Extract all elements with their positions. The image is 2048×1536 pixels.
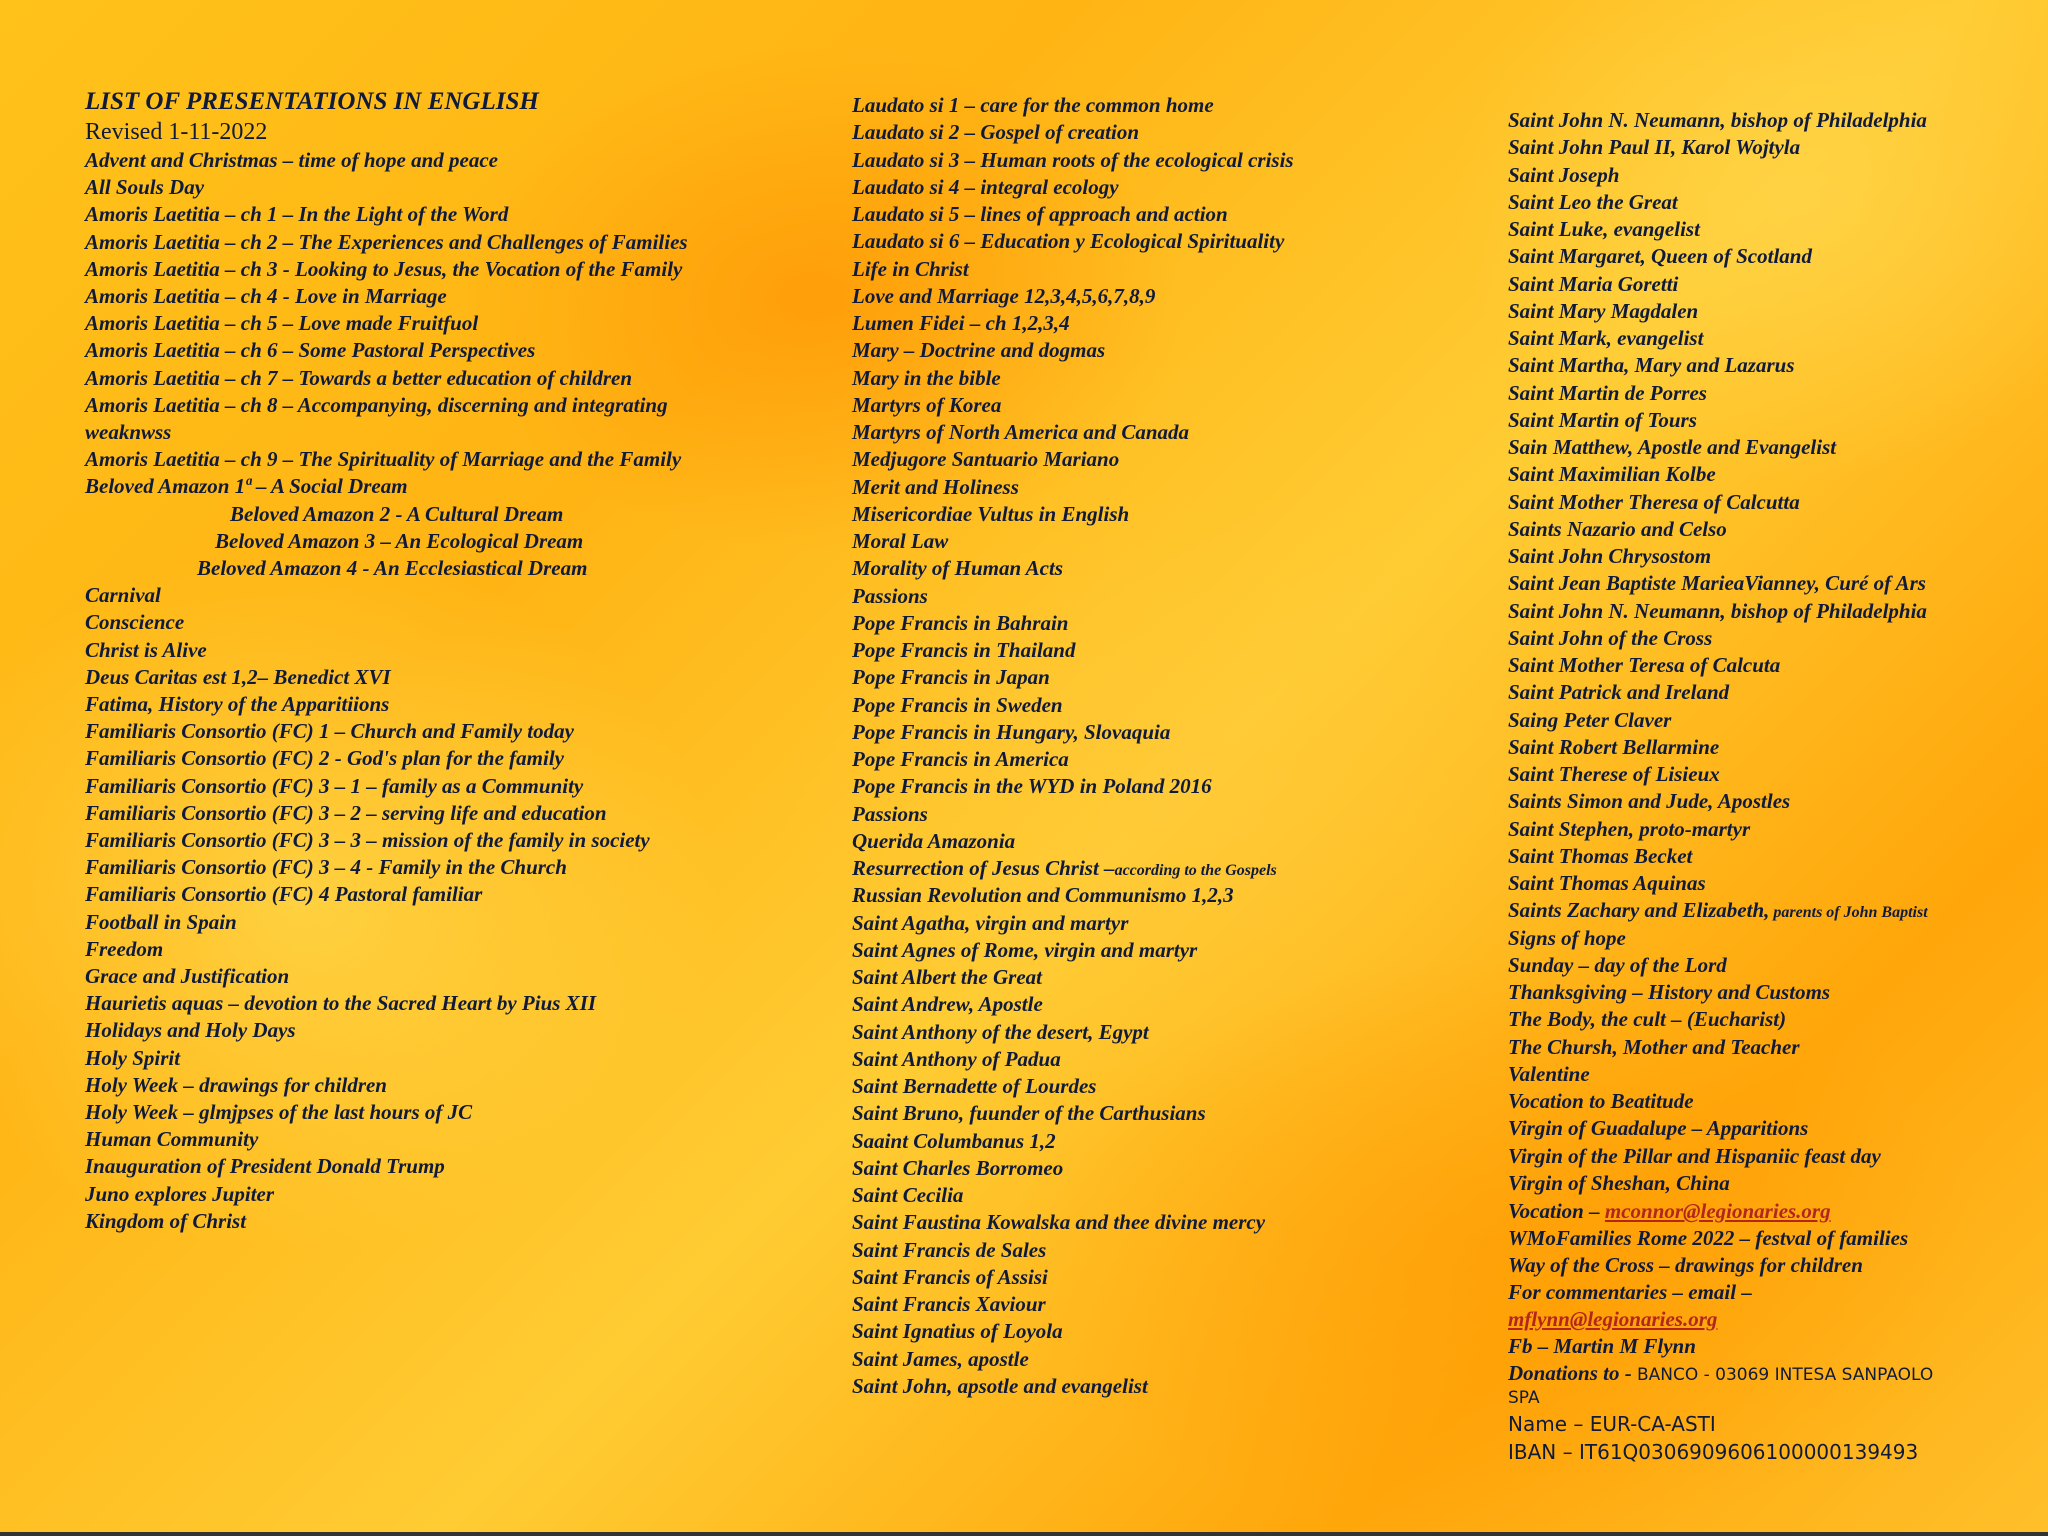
- list-item: [1508, 870, 1706, 897]
- list-item: [85, 582, 161, 609]
- list-item: [852, 1291, 1046, 1318]
- list-item: [215, 528, 583, 555]
- list-item-text: Virgin of Guadalupe – Apparitions: [1508, 1116, 1809, 1141]
- list-item: [852, 1373, 1148, 1400]
- list-item: [85, 310, 478, 337]
- list-item: [1508, 461, 1716, 488]
- list-item-text: Saint Martin de Porres: [1508, 380, 1707, 405]
- list-item: [852, 910, 1128, 937]
- list-item: [852, 828, 1015, 855]
- list-item-text: Laudato si 5 – lines of approach and action: [852, 202, 1228, 226]
- list-item: [1508, 707, 1671, 734]
- list-item-text: Football in Spain: [85, 909, 237, 934]
- list-item: [1508, 1143, 1881, 1170]
- list-item: [852, 692, 1063, 719]
- list-item-text: Saints Zachary and Elizabeth,: [1508, 898, 1770, 923]
- list-item: [85, 827, 650, 854]
- list-item: [1508, 598, 1927, 625]
- list-item: [852, 256, 969, 283]
- list-item: [85, 664, 391, 691]
- list-item-text: Pope Francis in Hungary, Slovaquia: [852, 719, 1171, 744]
- list-item: [85, 1045, 180, 1072]
- list-item-text: Saint Joseph: [1508, 162, 1620, 187]
- list-item: [85, 1072, 387, 1099]
- list-item-text: Saint Margaret, Queen of Scotland: [1508, 244, 1812, 269]
- list-item-text: Saint Thomas Becket: [1508, 843, 1693, 868]
- list-item-text: Resurrection of Jesus Christ –: [852, 856, 1115, 880]
- list-item-text: Passions: [852, 583, 928, 608]
- donations-line: [1508, 1360, 1933, 1389]
- list-item: [1508, 1088, 1694, 1115]
- list-item-text: Love and Marriage 12,3,4,5,6,7,8,9: [852, 283, 1156, 308]
- list-item: [85, 909, 237, 936]
- list-item-text: Amoris Laetitia – ch 8 – Accompanying, discerning and integrating: [85, 392, 668, 417]
- list-item-text: Saint Stephen, proto-martyr: [1508, 816, 1751, 841]
- list-item: [1508, 434, 1836, 461]
- list-item-text: Saint Martha, Mary and Lazarus: [1508, 353, 1795, 378]
- list-item-text: Human Community: [85, 1127, 259, 1152]
- list-item-text: The Chursh, Mother and Teacher: [1508, 1034, 1800, 1059]
- list-item-text: Saint Bruno, fuunder of the Carthusians: [852, 1101, 1206, 1126]
- list-item: [1508, 407, 1697, 434]
- list-item-text: Pope Francis in Thailand: [852, 638, 1076, 662]
- donations-bank-cont: SPA: [1508, 1388, 1540, 1408]
- list-item-text: Saint Bernadette of Lourdes: [852, 1074, 1097, 1098]
- list-item: [852, 201, 1228, 228]
- list-item-text: Sunday – day of the Lord: [1508, 952, 1727, 977]
- list-item: [1508, 134, 1800, 161]
- revised-date: Revised 1-11-2022: [85, 119, 268, 145]
- resurrection-suffix: according to the Gospels: [1114, 862, 1277, 879]
- list-item: [1508, 897, 1928, 926]
- list-item-text: Amoris Laetitia – ch 9 – The Spirituality of Marriage and the Family: [85, 447, 682, 472]
- list-item-text: Freedom: [85, 936, 164, 961]
- list-item-text: Saing Peter Claver: [1508, 707, 1672, 732]
- list-item-text: Saint Mother Teresa of Calcuta: [1508, 653, 1781, 677]
- list-item-text: The Body, the cult – (Eucharist): [1508, 1007, 1787, 1032]
- list-item: [852, 719, 1170, 746]
- list-item-text: Amoris Laetitia – ch 1 – In the Light of the Word: [85, 202, 509, 227]
- list-item-text: Martyrs of North America and Canada: [852, 420, 1190, 444]
- vocation-email-link[interactable]: mconnor@legionaries.org: [1604, 1199, 1831, 1223]
- list-item: [852, 1318, 1063, 1345]
- list-item-text: Saint Francis Xaviour: [852, 1292, 1046, 1316]
- list-item-text: Pope Francis in Sweden: [852, 692, 1063, 717]
- list-item: [1508, 952, 1727, 979]
- list-item-text: Saint Jean Baptiste MarieaVianney, Curé of Ars: [1508, 571, 1926, 596]
- list-item-text: Holidays and Holy Days: [85, 1018, 296, 1043]
- list-item-text: Moral Law: [852, 529, 949, 553]
- list-item-text: weaknwss: [85, 420, 172, 444]
- list-item-text: Virgin of Sheshan, China: [1508, 1170, 1730, 1195]
- list-item-text: Saint John N. Neumann, bishop of Philadelphia: [1508, 598, 1927, 623]
- donations-bank: BANCO - 03069 INTESA SANPAOLO: [1636, 1365, 1934, 1385]
- fb-line: Fb – Martin M Flynn: [1508, 1334, 1696, 1358]
- list-item: [852, 937, 1197, 964]
- list-item: [1508, 162, 1619, 189]
- list-item: [1508, 107, 1927, 134]
- list-item-text: Mary – Doctrine and dogmas: [852, 338, 1106, 363]
- list-item-text: Merit and Holiness: [852, 474, 1019, 499]
- list-item-text: Life in Christ: [852, 256, 969, 281]
- list-item: [1508, 189, 1678, 216]
- list-item: [852, 446, 1119, 473]
- list-item-text: Pope Francis in Japan: [852, 665, 1050, 690]
- list-item: [1508, 243, 1812, 270]
- list-item-text: Saint Patrick and Ireland: [1508, 680, 1730, 705]
- list-item: [85, 419, 171, 446]
- list-item: [852, 1100, 1206, 1127]
- list-item-text: Amoris Laetitia – ch 6 – Some Pastoral Perspectives: [85, 338, 536, 363]
- commentaries-email-link[interactable]: mflynn@legionaries.org: [1508, 1307, 1718, 1331]
- list-item: [1508, 1006, 1786, 1033]
- list-item: [852, 92, 1214, 119]
- list-item: [1508, 570, 1926, 597]
- list-item: [852, 1237, 1046, 1264]
- list-item-text: Saint Ignatius of Loyola: [852, 1319, 1063, 1344]
- list-item-text: Laudato si 4 – integral ecology: [852, 174, 1119, 199]
- page-title: LIST OF PRESENTATIONS IN ENGLISH: [85, 88, 539, 115]
- list-item: [852, 773, 1212, 800]
- list-item-text: Fatima, History of the Apparitiions: [85, 692, 390, 716]
- list-item-text: Saint Therese of Lisieux: [1508, 762, 1720, 786]
- list-item-text: Amoris Laetitia – ch 7 – Towards a better education of children: [85, 365, 632, 390]
- list-item: [852, 392, 1001, 419]
- commentaries-line: For commentaries – email –: [1508, 1280, 1752, 1304]
- list-item-text: Vocation to Beatitude: [1508, 1089, 1694, 1113]
- list-item-text: Beloved Amazon 2 - A Cultural Dream: [230, 501, 564, 526]
- list-item: [852, 746, 1069, 773]
- list-item: [85, 473, 408, 500]
- donations-label: Donations to -: [1508, 1361, 1637, 1385]
- list-item: [1508, 979, 1830, 1006]
- list-item-text: Sain Matthew, Apostle and Evangelist: [1508, 435, 1837, 459]
- list-item: [852, 882, 1234, 909]
- list-item: [85, 147, 498, 174]
- list-item: [230, 501, 563, 528]
- list-item: [85, 201, 508, 228]
- list-item-text: Saint Francis of Assisi: [852, 1264, 1048, 1289]
- list-item: [85, 854, 567, 881]
- list-item: [852, 228, 1284, 255]
- list-item: [1508, 625, 1712, 652]
- list-item-text: Familiaris Consortio (FC) 3 – 3 – mission of the family in society: [85, 828, 650, 852]
- list-item: [1508, 298, 1698, 325]
- list-item: [85, 718, 574, 745]
- list-item: [852, 419, 1189, 446]
- list-item: [85, 881, 482, 908]
- list-item-text: Beloved Amazon 1ª – A Social Dream: [85, 474, 408, 499]
- list-item-text: Passions: [852, 801, 928, 826]
- list-item: [852, 610, 1068, 637]
- list-item-text: Morality of Human Acts: [852, 556, 1063, 581]
- list-item-text: Deus Caritas est 1,2– Benedict XVI: [85, 664, 391, 689]
- list-item-text: Saint Francis de Sales: [852, 1237, 1047, 1262]
- list-item-text: Conscience: [85, 610, 185, 635]
- list-item-text: Beloved Amazon 4 - An Ecclesiastical Dream: [197, 556, 588, 580]
- list-item-text: Saint John Paul II, Karol Wojtyla: [1508, 135, 1801, 160]
- list-item-text: Familiaris Consortio (FC) 3 – 1 – family as a Community: [85, 773, 584, 798]
- list-item: [852, 1155, 1063, 1182]
- list-item: [85, 1208, 246, 1235]
- list-item-text: Saint John, apsotle and evangelist: [852, 1373, 1148, 1398]
- list-item: [1508, 325, 1703, 352]
- list-item: [85, 174, 204, 201]
- list-item-text: Saint Maria Goretti: [1508, 271, 1679, 296]
- list-item-text: Saint Maximilian Kolbe: [1508, 462, 1716, 487]
- list-item-text: Saint Charles Borromeo: [852, 1155, 1064, 1180]
- list-item-text: Amoris Laetitia – ch 2 – The Experiences and Challenges of Families: [85, 229, 688, 254]
- list-item: [852, 1128, 1056, 1155]
- list-item: [85, 691, 389, 718]
- list-item-text: Holy Week – glmjpses of the last hours of JC: [85, 1100, 473, 1124]
- list-item-text: Valentine: [1508, 1061, 1590, 1086]
- list-item: [85, 963, 289, 990]
- list-item: [85, 446, 681, 473]
- list-item-text: Saint Luke, evangelist: [1508, 217, 1700, 241]
- list-item: [1508, 352, 1795, 379]
- list-item: [85, 745, 564, 772]
- list-item: [852, 1209, 1265, 1236]
- list-item-text: Holy Week – drawings for children: [85, 1072, 387, 1097]
- list-item: [852, 1046, 1061, 1073]
- list-item: [852, 283, 1155, 310]
- list-item-text: Saint John Chrysostom: [1508, 544, 1712, 568]
- list-item-text: Saint Anthony of Padua: [852, 1046, 1061, 1071]
- list-item: [852, 474, 1019, 501]
- list-item: [85, 229, 688, 256]
- list-item: [1508, 489, 1800, 516]
- list-item-text: Saint John of the Cross: [1508, 625, 1713, 650]
- iban-line: IBAN – IT61Q0306909606100000139493: [1508, 1440, 1919, 1464]
- list-item: [852, 555, 1063, 582]
- list-item: [852, 664, 1050, 691]
- list-item-text: Saint John N. Neumann, bishop of Philadelphia: [1508, 108, 1927, 132]
- list-item: [85, 283, 447, 310]
- list-item: [1508, 925, 1626, 952]
- vocation-line: [1508, 1198, 1831, 1225]
- list-item: [85, 637, 207, 664]
- list-item-text: Juno explores Jupiter: [85, 1181, 275, 1206]
- list-item-text: Familiaris Consortio (FC) 3 – 2 – serving life and education: [85, 800, 607, 825]
- list-item-text: Saint Cecilia: [852, 1183, 964, 1207]
- list-item-text: Signs of hope: [1508, 925, 1626, 950]
- list-item-text: Pope Francis in America: [852, 747, 1069, 771]
- list-item-text: Laudato si 1 – care for the common home: [852, 93, 1214, 117]
- list-item-text: Saint Robert Bellarmine: [1508, 734, 1720, 759]
- list-item-text: Familiaris Consortio (FC) 1 – Church and Family today: [85, 719, 574, 744]
- list-item-text: Saint Andrew, Apostle: [852, 992, 1043, 1017]
- list-item: [1508, 652, 1780, 679]
- list-item-text: Kingdom of Christ: [85, 1208, 247, 1233]
- list-item: [852, 991, 1043, 1018]
- list-item: [85, 392, 668, 419]
- list-item: [1508, 1170, 1730, 1197]
- zachary-suffix: parents of John Baptist: [1773, 904, 1928, 922]
- list-item: [852, 365, 1001, 392]
- list-item-text: Amoris Laetitia – ch 5 – Love made Fruitfuol: [85, 311, 479, 336]
- list-item: [85, 1017, 296, 1044]
- list-item-text: Saaint Columbanus 1,2: [852, 1128, 1056, 1153]
- list-item: [852, 501, 1129, 528]
- list-item-text: Saint Agatha, virgin and martyr: [852, 910, 1129, 935]
- list-item-text: Advent and Christmas – time of hope and peace: [85, 148, 499, 172]
- list-item-text: Saint Mother Theresa of Calcutta: [1508, 489, 1800, 514]
- list-item: [1508, 761, 1720, 788]
- list-item: [197, 555, 587, 582]
- list-item-text: Saint Leo the Great: [1508, 189, 1678, 214]
- list-item: [852, 1073, 1096, 1100]
- list-item-text: Martyrs of Korea: [852, 392, 1002, 417]
- list-item: [852, 1264, 1048, 1291]
- list-item-text: Pope Francis in Bahrain: [852, 610, 1069, 635]
- list-item: [85, 1099, 472, 1126]
- list-item-text: Medjugore Santuario Mariano: [852, 447, 1120, 472]
- list-item-text: Russian Revolution and Communismo 1,2,3: [852, 883, 1234, 908]
- wmofamilies-line: WMoFamilies Rome 2022 – festval of families: [1508, 1226, 1909, 1250]
- list-item-text: Grace and Justification: [85, 964, 290, 988]
- list-item-text: Saint Anthony of the desert, Egypt: [852, 1019, 1149, 1044]
- bottom-border: [0, 1532, 2048, 1536]
- list-item: [852, 855, 1277, 884]
- list-item-text: Haurietis aquas – devotion to the Sacred Heart by Pius XII: [85, 991, 597, 1016]
- list-item-text: Saints Simon and Jude, Apostles: [1508, 789, 1791, 814]
- list-item-text: Holy Spirit: [85, 1045, 181, 1070]
- list-item: [852, 1346, 1029, 1373]
- list-item: [852, 964, 1042, 991]
- list-item-text: Saint Agnes of Rome, virgin and martyr: [852, 937, 1198, 962]
- list-item-text: Saint Mary Magdalen: [1508, 298, 1699, 323]
- list-item-text: Lumen Fidei – ch 1,2,3,4: [852, 311, 1070, 335]
- list-item-text: All Souls Day: [85, 175, 205, 200]
- vocation-label: Vocation –: [1508, 1199, 1605, 1223]
- list-item-text: Carnival: [85, 583, 161, 608]
- account-name-line: Name – EUR-CA-ASTI: [1508, 1412, 1716, 1436]
- list-item-text: Saint Albert the Great: [852, 965, 1042, 989]
- list-item-text: Laudato si 2 – Gospel of creation: [852, 120, 1139, 145]
- list-item: [85, 1153, 445, 1180]
- list-item-text: Saint Faustina Kowalska and thee divine mercy: [852, 1210, 1266, 1235]
- list-item-text: Inauguration of President Donald Trump: [85, 1154, 445, 1179]
- list-item: [852, 583, 928, 610]
- list-item-text: Laudato si 6 – Education y Ecological Spirituality: [852, 229, 1285, 254]
- list-item-text: Amoris Laetitia – ch 3 - Looking to Jesus, the Vocation of the Family: [85, 256, 683, 281]
- list-item: [85, 936, 163, 963]
- list-item: [852, 801, 928, 828]
- list-item-text: Misericordiae Vultus in English: [852, 501, 1130, 526]
- list-item: [1508, 1115, 1808, 1142]
- list-item: [852, 174, 1119, 201]
- list-item: [85, 800, 607, 827]
- list-item: [852, 310, 1070, 337]
- list-item: [85, 990, 596, 1017]
- list-item-text: Laudato si 3 – Human roots of the ecological crisis: [852, 147, 1294, 172]
- list-item: [1508, 543, 1711, 570]
- list-item: [1508, 271, 1678, 298]
- list-item: [85, 773, 583, 800]
- list-item: [852, 528, 948, 555]
- list-item: [85, 256, 682, 283]
- list-item: [852, 1182, 963, 1209]
- list-item: [85, 1126, 258, 1153]
- list-item-text: Familiaris Consortio (FC) 4 Pastoral familiar: [85, 882, 483, 907]
- list-item-text: Saints Nazario and Celso: [1508, 516, 1727, 541]
- list-item: [85, 365, 632, 392]
- list-item-text: Beloved Amazon 3 – An Ecological Dream: [215, 528, 584, 553]
- way-of-cross-line: Way of the Cross – drawings for children: [1508, 1253, 1863, 1277]
- list-item: [1508, 1034, 1800, 1061]
- list-item: [852, 119, 1139, 146]
- list-item-text: Saint Thomas Aquinas: [1508, 871, 1706, 895]
- list-item: [1508, 816, 1750, 843]
- list-item-text: Pope Francis in the WYD in Poland 2016: [852, 774, 1212, 799]
- list-item-text: Saint Mark, evangelist: [1508, 326, 1704, 350]
- list-item-text: Familiaris Consortio (FC) 3 – 4 - Family in the Church: [85, 855, 567, 880]
- list-item: [1508, 216, 1700, 243]
- list-item-text: Saint James, apostle: [852, 1346, 1029, 1371]
- list-item: [85, 337, 535, 364]
- list-item: [1508, 679, 1729, 706]
- list-item-text: Virgin of the Pillar and Hispaniic feast day: [1508, 1143, 1881, 1168]
- list-item-text: Querida Amazonia: [852, 828, 1016, 853]
- list-item: [1508, 380, 1707, 407]
- list-item: [1508, 788, 1790, 815]
- list-item-text: Christ is Alive: [85, 637, 207, 662]
- list-item-text: Mary in the bible: [852, 365, 1001, 390]
- list-item: [852, 1019, 1149, 1046]
- list-item-text: Amoris Laetitia – ch 4 - Love in Marriage: [85, 284, 447, 308]
- list-item: [852, 337, 1105, 364]
- list-item: [1508, 734, 1719, 761]
- list-item-text: Saint Martin of Tours: [1508, 407, 1697, 432]
- list-item: [852, 147, 1294, 174]
- list-item-text: Familiaris Consortio (FC) 2 - God's plan for the family: [85, 746, 564, 771]
- list-item: [852, 637, 1075, 664]
- list-item: [85, 1181, 274, 1208]
- list-item: [1508, 1061, 1590, 1088]
- list-item: [85, 609, 184, 636]
- list-item-text: Thanksgiving – History and Customs: [1508, 980, 1831, 1004]
- list-item: [1508, 843, 1692, 870]
- list-item: [1508, 516, 1727, 543]
